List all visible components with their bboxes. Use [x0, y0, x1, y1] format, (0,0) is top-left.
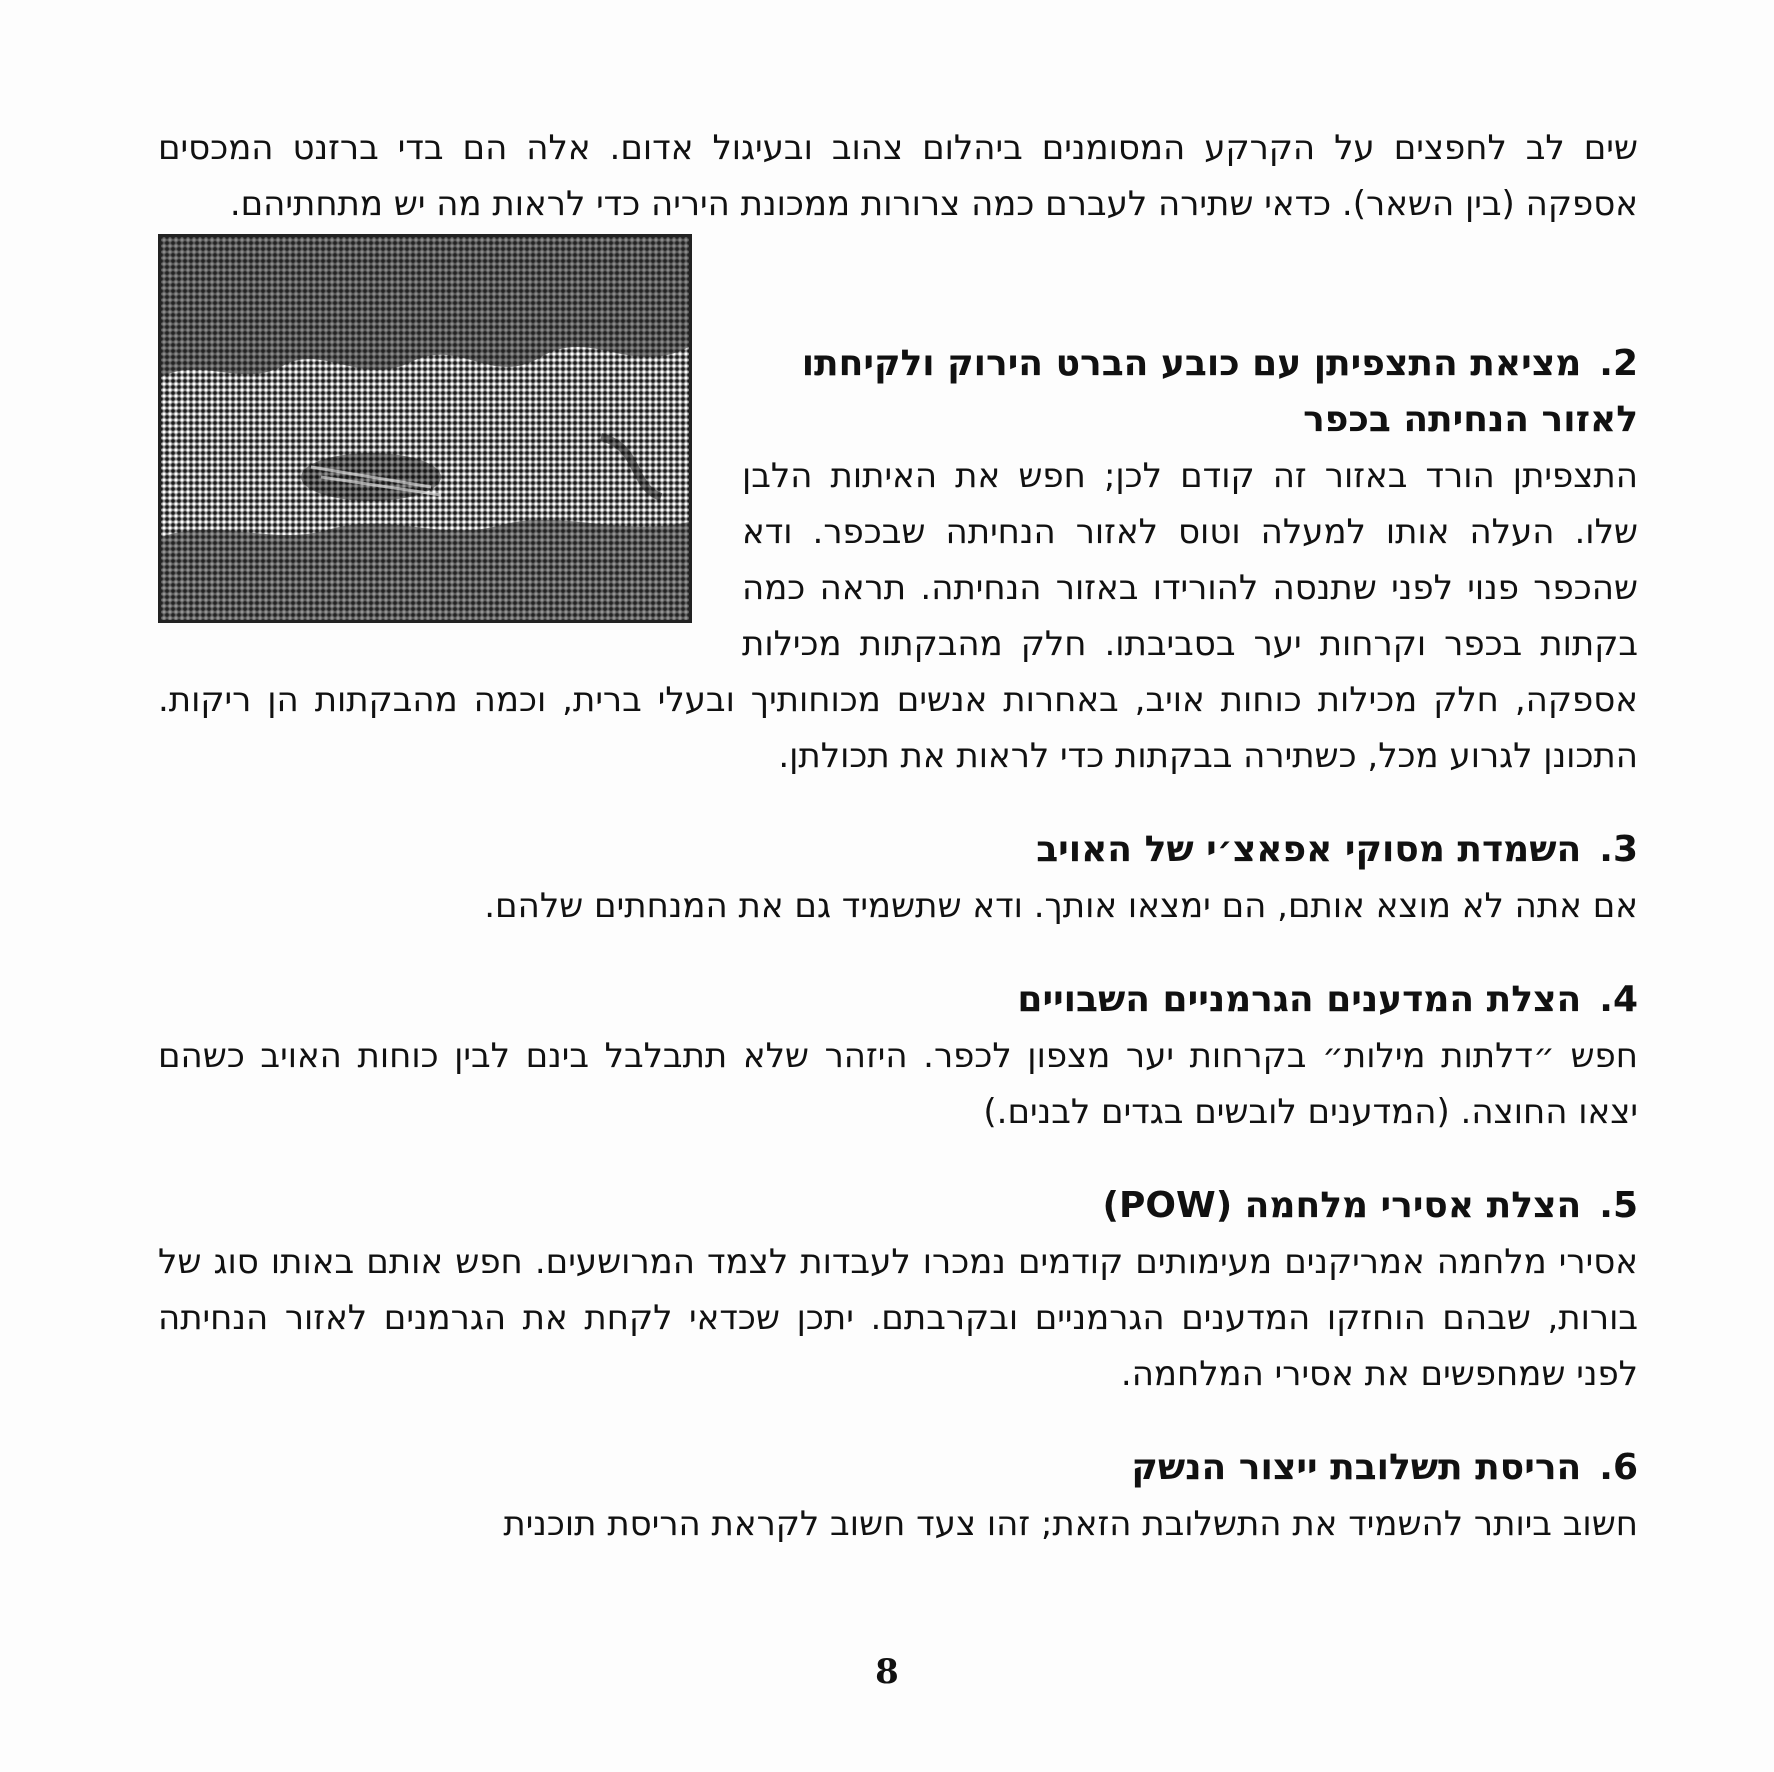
section-title-text: הצלת המדענים הגרמניים השבויים: [1017, 979, 1582, 1020]
section-body: אסירי מלחמה אמריקנים מעימותים קודמים נמכרו לעבדות לצמד המרושעים. חפש אותם באותו סוג של בורות, שבהם הוחזקו המדענים הגרמניים ובקרבתם. יתכן שכדאי לקחת את הגרמנים לאזור הנחיתה לפני שמחפשים את אסירי המלחמה.: [158, 1242, 1638, 1394]
section-6: [158, 1440, 1638, 1552]
section-4: [158, 972, 1638, 1140]
section-title-text: הריסת תשלובת ייצור הנשק: [1131, 1447, 1582, 1488]
section-5: [158, 1178, 1638, 1402]
section-body: התצפיתן הורד באזור זה קודם לכן; חפש את האיתות הלבן שלו. העלה אותו למעלה וטוס לאזור הנחיתה שבכפר. ודא שהכפר פנוי לפני שתנסה להורידו באזור הנחיתה. תראה כמה בקתות בכפר וקרחות יער בסביבתו. חלק מהבקתות מכילות אספקה, חלק מכילות כוחות אויב, באחרות אנשים מכוחותיך ובעלי ברית, וכמה מהבקתות הן ריקות. התכונן לגרוע מכל, כשתירה בבקתות כדי לראות את תכולתן.: [158, 456, 1638, 776]
section-title: [158, 972, 1638, 1028]
section-title: [158, 822, 1638, 878]
section-body: חפש ״דלתות מילות״ בקרחות יער מצפון לכפר. היזהר שלא תתבלבל בינם לבין כוחות האויב כשהם יצאו החוצה. (המדענים לובשים בגדים לבנים.): [158, 1036, 1638, 1132]
section-title-text: מציאת התצפיתן עם כובע הברט הירוק ולקיחתו לאזור הנחיתה בכפר: [801, 343, 1638, 440]
text-column: [158, 120, 1638, 1552]
section-number: 4.: [1599, 979, 1638, 1020]
game-screenshot-figure: [158, 234, 692, 623]
section-title: [158, 1178, 1638, 1234]
section-body: חשוב ביותר להשמיד את התשלובת הזאת; זהו צעד חשוב לקראת הריסת תוכנית: [503, 1504, 1638, 1544]
section-title-text: השמדת מסוקי אפאצ׳י של האויב: [1036, 829, 1582, 870]
section-title: [158, 1440, 1638, 1496]
intro-paragraph: שים לב לחפצים על הקרקע המסומנים ביהלום צהוב ובעיגול אדום. אלה הם בדי ברזנט המכסים אספקה (בין השאר). כדאי שתירה לעברם כמה צרורות ממכונת היריה כדי לראות מה יש מתחתיהם.: [158, 128, 1638, 224]
section-title-text: הצלת אסירי מלחמה (POW): [1102, 1185, 1582, 1226]
section-body: אם אתה לא מוצא אותם, הם ימצאו אותך. ודא שתשמיד גם את המנחתים שלהם.: [484, 886, 1638, 926]
section-number: 3.: [1599, 829, 1638, 870]
section-number: 2.: [1599, 343, 1638, 384]
terrain-illustration: [161, 237, 689, 620]
section-number: 6.: [1599, 1447, 1638, 1488]
section-3: [158, 822, 1638, 934]
page-number: 8: [875, 1652, 899, 1692]
section-number: 5.: [1599, 1185, 1638, 1226]
